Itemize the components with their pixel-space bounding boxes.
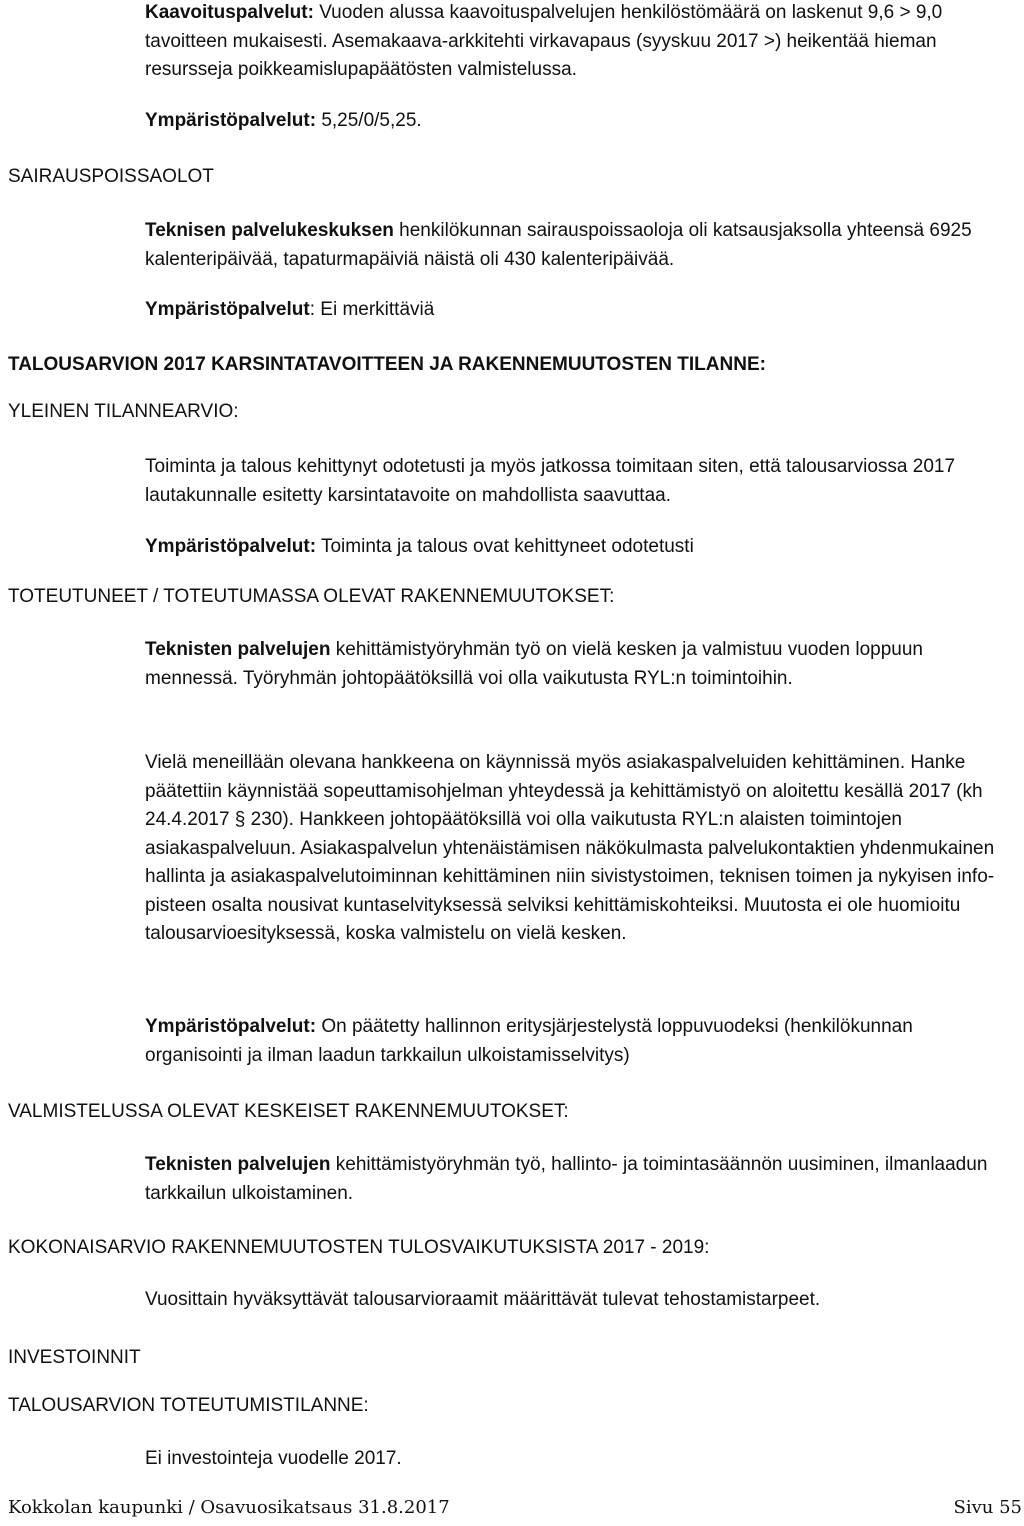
ymparistopalvelut-label: Ympäristöpalvelut: bbox=[145, 1016, 317, 1037]
kokonaisarvio-paragraph: Vuosittain hyväksyttävät talousarvioraamit määrittävät tulevat tehostamistarpeet. bbox=[145, 1289, 821, 1310]
ymparistopalvelut-label: Ympäristöpalvelut: bbox=[145, 110, 317, 131]
teknisen-sairaus-paragraph bbox=[145, 217, 1005, 274]
kaavoituspalvelut-paragraph bbox=[145, 0, 1005, 85]
yleinen-tilannearvio-heading: YLEINEN TILANNEARVIO: bbox=[8, 401, 239, 422]
page-number: Sivu 55 bbox=[953, 1497, 1022, 1518]
investoinnit-paragraph: Ei investointeja vuodelle 2017. bbox=[145, 1448, 402, 1469]
kaavoituspalvelut-label: Kaavoituspalvelut: bbox=[145, 2, 314, 23]
kokonaisarvio-heading: KOKONAISARVIO RAKENNEMUUTOSTEN TULOSVAIKUTUKSISTA 2017 - 2019: bbox=[8, 1237, 710, 1258]
ymparistopalvelut-label: Ympäristöpalvelut bbox=[145, 299, 310, 320]
yleinen-tilannearvio-paragraph: Toiminta ja talous kehittynyt odotetusti ja myös jatkossa toimitaan siten, että talousarviossa 2017 lautakunnalle esitetty karsintatavoite on mahdollista saavuttaa. bbox=[145, 456, 956, 506]
ymparistopalvelut-staff-paragraph bbox=[145, 107, 1005, 136]
teknisen-palvelukeskuksen-label: Teknisen palvelukeskuksen bbox=[145, 220, 394, 241]
toteutumistilanne-heading: TALOUSARVION TOTEUTUMISTILANNE: bbox=[8, 1395, 369, 1416]
valmistelussa-rakennemuutokset-heading: VALMISTELUSSA OLEVAT KESKEISET RAKENNEMUUTOKSET: bbox=[8, 1101, 569, 1122]
ymparistopalvelut-yleinen-text: Toiminta ja talous ovat kehittyneet odotetusti bbox=[316, 536, 694, 557]
talousarvio-karsintatavoite-heading: TALOUSARVION 2017 KARSINTATAVOITTEEN JA RAKENNEMUUTOSTEN TILANNE: bbox=[8, 354, 766, 375]
ymparistopalvelut-sairaus-paragraph bbox=[145, 296, 1005, 325]
toteutuneet-rakennemuutokset-heading: TOTEUTUNEET / TOTEUTUMASSA OLEVAT RAKENNEMUUTOKSET: bbox=[8, 586, 615, 607]
investoinnit-heading: INVESTOINNIT bbox=[8, 1347, 141, 1368]
teknisten-valmistelussa-paragraph bbox=[145, 1151, 1005, 1208]
ymparistopalvelut-staff-text: 5,25/0/5,25. bbox=[316, 110, 422, 131]
ymparistopalvelut-toteutuneet-text: On päätetty hallinnon eritysjärjestelystä loppuvuodeksi (henkilökunnan organisointi ja ilman laadun tarkkailun ulkoistamisselvitys) bbox=[145, 1016, 913, 1066]
ymparistopalvelut-toteutuneet-paragraph bbox=[145, 1013, 1005, 1070]
asiakaspalvelu-paragraph: Vielä meneillään olevana hankkeena on käynnissä myös asiakaspalveluiden kehittäminen. Hanke päätettiin käynnistää sopeuttamisohjelman yhteydessä ja kehittämistyö on aloitettu kesällä 2017 (kh 24.4.2017 § 230). Hankkeen johtopäätöksillä voi olla vaikutusta RYL:n alaisten toimintojen asiakaspalveluun. Asiakaspalvelun yhtenäistämisen näkökulmasta palvelukontaktien yhdenmukainen hallinta ja asiakaspalvelutoiminnan kehittäminen niin sivistystoimen, teknisen toimen ja nykyisen info-pisteen osalta nousivat kuntaselvityksessä selviksi kehittämiskohteiksi. Muutosta ei ole huomioitu talousarvioesityksessä, koska valmistelu on vielä kesken. bbox=[145, 752, 995, 944]
teknisen-sairaus-text: henkilökunnan sairauspoissaoloja oli katsausjaksolla yhteensä 6925 kalenteripäivää, tapaturmapäiviä näistä oli 430 kalenteripäivää. bbox=[145, 220, 972, 270]
teknisten-valmistelussa-text: kehittämistyöryhmän työ, hallinto- ja toimintasäännön uusiminen, ilmanlaadun tarkkailun ulkoistaminen. bbox=[145, 1154, 988, 1204]
ymparistopalvelut-yleinen-paragraph bbox=[145, 533, 1005, 562]
footer-left: Kokkolan kaupunki / Osavuosikatsaus 31.8.2017 bbox=[8, 1497, 450, 1518]
sairauspoissaolot-heading: SAIRAUSPOISSAOLOT bbox=[8, 166, 214, 187]
kaavoituspalvelut-text: Vuoden alussa kaavoituspalvelujen henkilöstömäärä on laskenut 9,6 > 9,0 tavoitteen mukaisesti. Asemakaava-arkkitehti virkavapaus (syyskuu 2017 >) heikentää hieman resursseja poikkeamislupapäätösten valmistelussa. bbox=[145, 2, 943, 80]
ymparistopalvelut-label: Ympäristöpalvelut: bbox=[145, 536, 317, 557]
teknisten-palvelujen-label: Teknisten palvelujen bbox=[145, 1154, 331, 1175]
teknisten-toteutuneet-text: kehittämistyöryhmän työ on vielä kesken ja valmistuu vuoden loppuun mennessä. Työryhmän johtopäätöksillä voi olla vaikutusta RYL:n toimintoihin. bbox=[145, 639, 923, 689]
ymparistopalvelut-sairaus-text: : Ei merkittäviä bbox=[309, 299, 435, 320]
teknisten-palvelujen-label: Teknisten palvelujen bbox=[145, 639, 331, 660]
teknisten-toteutuneet-paragraph bbox=[145, 636, 1005, 693]
